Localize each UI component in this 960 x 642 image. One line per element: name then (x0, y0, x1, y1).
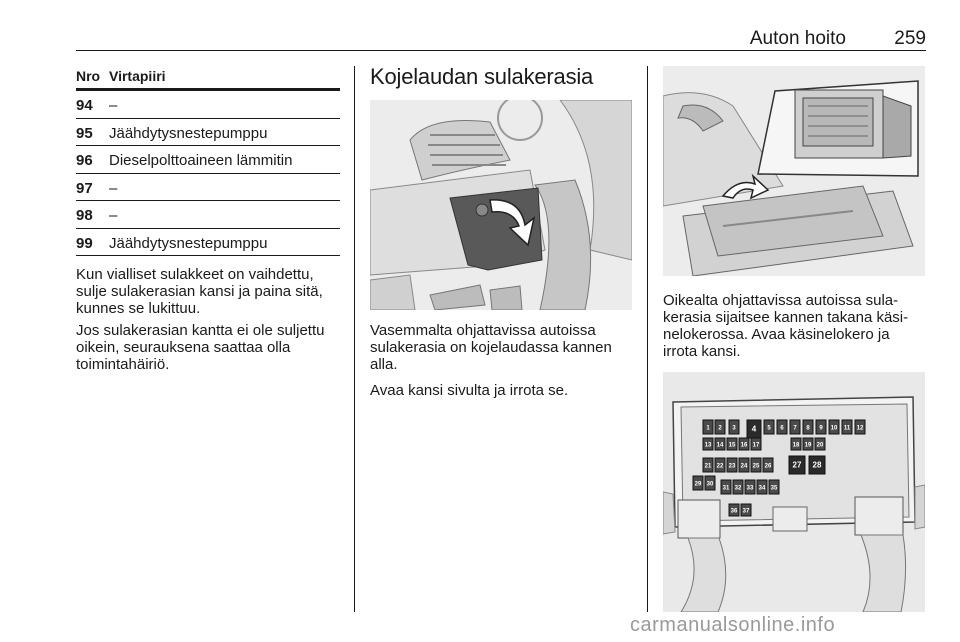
dashboard-fusebox-illustration (370, 100, 632, 310)
middle-paragraph-1: Vasemmalta ohjattavissa autoissa sulakerasia on kojelaudassa kannen alla. (370, 322, 612, 373)
fuse-label: 24 (740, 463, 748, 470)
fuse-label: 12 (856, 425, 864, 432)
fuse-label: 28 (812, 460, 822, 470)
fuse-label: 37 (742, 508, 750, 515)
circuit-name: – (109, 97, 118, 114)
fuse-number: 98 (76, 207, 93, 224)
table-row (76, 91, 340, 119)
middle-text (370, 322, 632, 399)
fuse-label: 26 (764, 463, 772, 470)
fuse-label: 34 (758, 485, 766, 492)
header-virtapiiri: Virtapiiri (109, 68, 166, 84)
fuse-label: 13 (704, 442, 712, 449)
fuse-number: 96 (76, 152, 93, 169)
fuse-label: 33 (746, 485, 754, 492)
fuse-label: 9 (819, 425, 823, 432)
watermark: carmanualsonline.info (630, 614, 836, 636)
fuse-label: 21 (704, 463, 712, 470)
fuse-label: 30 (706, 481, 714, 488)
table-row (76, 229, 340, 257)
circuit-name: Jäähdytysnestepumppu (109, 124, 268, 142)
fuse-label: 3 (732, 425, 736, 432)
section-heading: Kojelaudan sulakerasia (370, 64, 594, 89)
circuit-name: Jäähdytysnestepumppu (109, 234, 268, 252)
fuse-label: 18 (792, 442, 800, 449)
fuse-label: 35 (770, 485, 778, 492)
table-row (76, 119, 340, 147)
page-number: 259 (894, 28, 926, 49)
circuit-name: – (109, 207, 118, 224)
fuse-label: 23 (728, 463, 736, 470)
fuse-label: 15 (728, 442, 736, 449)
header-nro: Nro (76, 68, 101, 84)
page-header (76, 28, 926, 51)
fuse-label: 22 (716, 463, 724, 470)
fuse-label: 6 (780, 425, 784, 432)
table-row (76, 201, 340, 229)
fuse-label: 2 (718, 425, 722, 432)
fuse-label: 29 (694, 481, 702, 488)
fuse-label: 19 (804, 442, 812, 449)
table-row (76, 174, 340, 202)
circuit-name: Dieselpolttoaineen lämmitin (109, 152, 293, 169)
table-row (76, 146, 340, 174)
left-column (76, 66, 340, 373)
fuse-label: 16 (740, 442, 748, 449)
fuse-label: 10 (830, 425, 838, 432)
fuse-label: 8 (806, 425, 810, 432)
fuse-label: 4 (751, 424, 757, 434)
fuse-label: 14 (716, 442, 724, 449)
fuse-label: 1 (706, 425, 710, 432)
fuse-label: 27 (792, 460, 802, 470)
left-paragraph-1: Kun vialliset sulakkeet on vaihdettu, sulje sulakerasian kansi ja paina sitä, kunnes se lukittuu. (76, 266, 323, 317)
right-text (663, 292, 925, 360)
fuse-label: 11 (843, 425, 851, 432)
right-paragraph-1: Oikealta ohjattavissa autoissa sula-kerasia sijaitsee kannen takana käsi-nelokerossa. Avaa käsinelokero ja irrota kansi. (663, 292, 909, 360)
circuit-name: – (109, 179, 118, 197)
fuse-number: 95 (76, 124, 93, 142)
fuse-number: 97 (76, 179, 93, 197)
fusebox-diagram (663, 372, 925, 612)
fuse-number: 94 (76, 97, 93, 114)
fuse-table-header (76, 66, 340, 91)
fuse-label: 25 (752, 463, 760, 470)
section-title: Auton hoito (749, 28, 846, 49)
column-divider-2 (647, 66, 648, 612)
fuse-label: 17 (752, 442, 760, 449)
fuse-label: 20 (816, 442, 824, 449)
fuse-label: 31 (722, 485, 730, 492)
fuse-label: 32 (734, 485, 742, 492)
column-divider-1 (354, 66, 355, 612)
fuse-number: 99 (76, 234, 93, 252)
fuse-label: 5 (767, 425, 771, 432)
middle-column (370, 64, 632, 90)
fuse-label: 7 (793, 425, 797, 432)
middle-paragraph-2: Avaa kansi sivulta ja irrota se. (370, 382, 569, 399)
glovebox-fusebox-illustration (663, 66, 925, 276)
left-paragraph-2: Jos sulakerasian kantta ei ole suljettu oikein, seurauksena saattaa olla toimintahäiriö. (76, 322, 325, 373)
fuse-label: 36 (730, 508, 738, 515)
